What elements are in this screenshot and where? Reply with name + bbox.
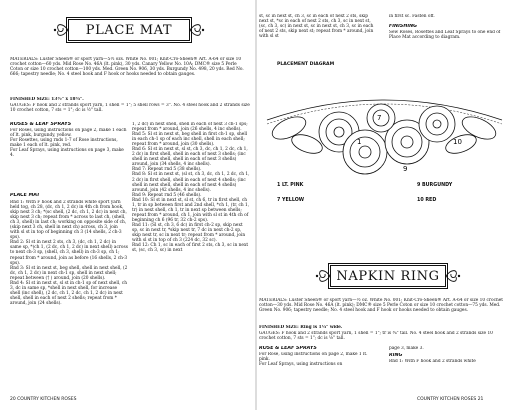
finishing-text: Sew Roses, Rosettes and Leaf Sprays to one end of Place Mat according to diagram. (389, 30, 501, 41)
materials-text: MATERIALS: Luster Sheen® or sport yarn—5½ ozs. White No. 001; Knit-Cro-Sheen® Art. A-64 or size 10 crochet cotton—60 yds. Mid Rose No. 46A (lt. pink), 30 yds. Canary Yellow No. 10A; DMC® size 5 Perle Coton or size 10 crochet cotton—100 yds. Med. Green No. 906, 30 yds. Burgundy No. 498, 20 yds. Red No. 666; tapestry needle; No. 4 steel hook and F hook or hooks needed to obtain gauges. (10, 57, 244, 78)
napkin-ring-title: NAPKIN RING (330, 265, 446, 287)
place-mat-title: PLACE MAT (68, 19, 190, 41)
legend-lt-pink: 1 LT. PINK (277, 183, 304, 188)
ring-heading: RING (389, 353, 403, 358)
finishing-heading: FINISHING (389, 24, 418, 29)
place-mat-heading: PLACE MAT (10, 193, 40, 198)
page-footer-left: 20 COUNTRY KITCHEN ROSES (10, 397, 77, 402)
left-page (0, 0, 255, 410)
diagram-number-7: 7 (377, 114, 382, 122)
title-ornament-right (188, 18, 206, 42)
gauges-text: GAUGES: F hook and 2 strands sport yarn, 1 shell = 1"; 5 shell rows = 3". No. 4 steel hook and 2 strands size 10 crochet cotton, 7 sts = 1"; dc is ½" tall. (10, 103, 250, 114)
place-mat-instructions-col1: Rnd 1: With F hook and 2 strands white sport yarn held tog, ch 28, (dc, ch 1, 2 dc) in 4th ch from hook, skip next 3 ch; *(sc shell, (2 dc, ch 1, 2 dc) in next ch, skip next 3 ch; repeat from * across to last ch, (shell, ch 3, shell) in last ch; working on opposite side of ch, (skip next 3 ch, shell in next ch) across, ch 3, join with sl st in top of beginning ch 3 (14 shells, 2 ch-3 sps). Rnd 2: Sl st in next 2 sts, ch 3, (dc, ch 1, 2 dc) in same sp, *(ch 1, (2 dc, ch 1, 2 dc) in next shell) across to next ch-3 sp, (shell, ch 3, shell) in ch-3 sp, ch 1; repeat from * around, join as before (16 shells, 2 ch-3 sps). Rnd 3: Sl st in next st, beg shell, shell in next shell, (2 dc, ch 1, 2 dc) in next ch-1 sp, shell in next shell; repeat between († ) around, join (20 shells). Rnd 4: Sl st in next st, sl st in ch-1 sp of next shell, ch 3, dc in same sp, *shell in next shell, for increase shell (inc shell), (2 dc, ch 1, 2 dc, ch 1, 2 dc) in next shell, shell in each of next 2 shells; repeat from * around, join (24 shells). (10, 200, 128, 306)
diagram-number-1: 1 (357, 138, 362, 146)
page-footer-right: COUNTRY KITCHEN ROSES 21 (417, 397, 484, 402)
legend-yellow: 7 YELLOW (277, 198, 305, 203)
title-ornament-right-2 (444, 264, 462, 288)
rnd12-continued: st, sc in next st, ch 3, sc in each of next 2 sts, skip next st, *sc in each of next 2 sts, ch 3, sc in next st, (sc, ch 3, sc) in next st, sc in next st, ch 3, sc in each of next 2 sts, skip next st; repeat from * around, join with sl st (259, 14, 374, 40)
placement-diagram-title: PLACEMENT DIAGRAM (277, 62, 335, 67)
place-mat-instructions-col2: 1, 2 dc) in next shell, shell in each of next 3 ch-1 sps; repeat from * around, join (26 shells, 4 inc shells). Rnd 5: Sl st in next st, beg shell in first ch-1 sp, shell in each ch-1 sp of each inc shell, shell in each shell; repeat from * around, join (30 shells). Rnd 6: Sl st in next st, sl st, ch 3, dc, ch 1, 2 dc, ch 1, 2 dc) in first shell, shell in each of next 3 shells; (inc shell in next shell, shell in each of next 3 shells) around, join (34 shells, 4 inc shells). Rnd 7: Repeat rnd 5 (38 shells). Rnd 8: Sl st in next st, (sl st, ch 3, dc, ch 1, 2 dc, ch 1, 2 dc) in first shell, shell in each of next 4 shells; (inc shell in next shell, shell in each of next 4 shells) around, join (42 shells, 4 inc shells). Rnd 9: Repeat rnd 5 (46 shells). Rnd 10: Sl st in next st, sl st, ch 6, tr in first shell, ch 1, tr in sp between first and 2nd shell, *ch 1, (tr, ch 1, tr) in next shell, ch 1, tr in next sp between shells; repeat from * around, ch 1, join with sl st in 4th ch of beginning ch 6 (96 tr, 32 ch-2 sps). Rnd 11: (Sl st, ch 3, 6 dc) in first ch-2 sp, skip next sp, sc in next tr, *skip next tr, 7 dc in next ch-2 sp, skip next tr, sc in next tr; repeat from * around, join with sl st in top of ch 3 (224 dc, 32 sc). Rnd 12: Ch 1, sc in each of first 2 sts, ch 3, sc in next st, (sc, ch 3, sc) in next (132, 122, 250, 254)
napkin-finished-size: FINISHED SIZE: Ring is 1¼" wide. (259, 325, 343, 330)
legend-burgundy: 9 BURGUNDY (417, 183, 453, 188)
rose-1 (343, 130, 387, 174)
fasten-off-text: in first sc. Fasten off. (389, 14, 435, 19)
napkin-gauges: GAUGES: F hook and 2 strands sport yarn, 1 shell = 1"; tr is ¾" tall. No. 4 steel hook and 2 strands size 10 crochet cotton, 7 sts = 1"; dc is ⅛" tall. (259, 331, 493, 342)
finished-size-text: FINISHED SIZE: 13½" x 18¾". (10, 97, 84, 102)
roses-text: For Roses, using instructions on page 2, make 1 each of lt. pink, burgundy, yellow. For Rosettes, using rnds 1-7 of Rose instructions, make 1 each of lt. pink, red. For Leaf Sprays, using instructions on page 3, make 4. (10, 128, 127, 159)
rose-10 (419, 106, 455, 142)
napkin-rose-heading: ROSE & LEAF SPRAYS (259, 346, 317, 351)
leaf-spray-left (269, 112, 325, 157)
roses-heading: ROSES & LEAF SPRAYS (10, 122, 72, 127)
ring-text: Rnd 1: With F hook and 2 strands white (389, 359, 476, 364)
napkin-leaf-count: page 3, make 3. (389, 346, 424, 351)
napkin-materials-text: MATERIALS: Luster Sheen® or sport yarn—½ oz. White No. 001; Knit-Cro-Sheen® Art. A-64 or size 10 crochet cotton—30 yds. Mid Rose No. 46A (lt. pink); DMC® size 5 Perle Coton or size 10 crochet cotton—75 yds. Med. Green No. 906; tapestry needle; No. 4 steel hook and F hook or hooks needed to obtain gauges. (259, 298, 504, 314)
legend-red: 10 RED (417, 198, 437, 203)
diagram-number-9: 9 (403, 165, 408, 173)
diagram-number-10: 10 (453, 138, 462, 146)
napkin-rose-text: For Rose, using instructions on page 2, make 1 lt. pink. For Leaf Sprays, using instructions on (259, 352, 368, 368)
placement-diagram (257, 70, 512, 180)
right-page (257, 0, 512, 410)
